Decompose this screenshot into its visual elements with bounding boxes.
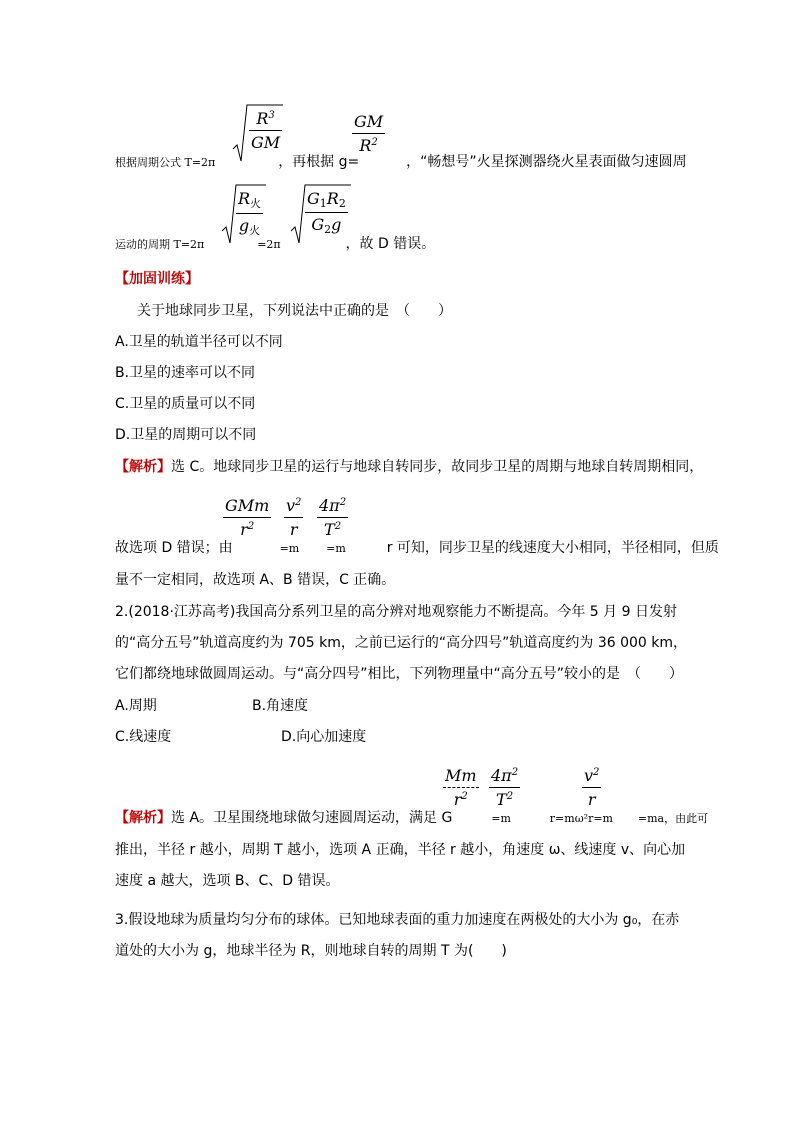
numerator: Mm: [445, 766, 477, 785]
denominator: r: [587, 790, 596, 809]
fraction-4pi2-t2: [317, 496, 348, 539]
q3-line2: 道处的大小为 g，地球半径为 R，则地球自转的周期 T 为( ): [115, 943, 507, 959]
sub-2: 2: [338, 197, 346, 210]
text-period: 运动的周期 T=2π: [115, 238, 205, 251]
exp-2: 2: [247, 521, 255, 532]
q2-option-d: D.向心加速度: [281, 729, 367, 745]
exp-2: 2: [461, 791, 468, 802]
sub-huo: 火: [249, 224, 261, 237]
text-equals-2pi: =2π: [257, 238, 281, 251]
denominator: [305, 215, 348, 236]
q2-line3: 它们都绕地球做圆周运动。与“高分四号”相比，下列物理量中“高分五号”较小的是 （ ）: [115, 666, 684, 682]
exp-2: 2: [371, 137, 378, 148]
exp-2: 2: [295, 497, 302, 508]
var-r: R: [256, 109, 269, 128]
training-option-c: C.卫星的质量可以不同: [115, 396, 256, 412]
text-according-to: ，再根据 g=: [278, 154, 360, 170]
text-d-wrong: ，故 D 错误。: [345, 236, 436, 252]
text-line-2: [115, 235, 435, 254]
training-option-a: A.卫星的轨道半径可以不同: [115, 334, 283, 350]
q2-analysis-line2: 推出，半径 r 越小，周期 T 越小，选项 A 正确，半径 r 越小，角速度 ω、线速度 v、向心加: [115, 842, 686, 858]
var-r: R: [238, 189, 251, 208]
sub-huo: 火: [250, 197, 262, 210]
q2-option-a: A.周期: [115, 698, 157, 714]
numerator: [582, 766, 601, 785]
numerator: [284, 496, 303, 515]
exp-2: 2: [511, 767, 519, 778]
training-option-b: B.卫星的速率可以不同: [115, 365, 256, 381]
q3-line1: 3.假设地球为质量均匀分布的球体。已知地球表面的重力加速度在两极处的大小为 g₀，在赤: [115, 912, 680, 928]
analysis-text: 选 A。卫星围绕地球做匀速圆周运动，满足 G: [171, 810, 453, 826]
fraction-gmm-r2: [223, 496, 271, 539]
training-option-d: D.卫星的周期可以不同: [115, 427, 257, 443]
q2-line2: 的“高分五号”轨道高度约为 705 km，之前已运行的“高分四号”轨道高度约为 36 000 km，: [115, 635, 688, 651]
denominator: [443, 790, 479, 809]
exp-2: 2: [506, 791, 514, 802]
text-eq-momega: r=mω²r=m: [549, 812, 613, 825]
sub-1: 1: [319, 197, 327, 210]
numerator: [489, 766, 520, 785]
var-t: T: [496, 790, 507, 809]
text-eq-m: =m: [491, 812, 511, 825]
q2-analysis-line3: 速度 a 越大，选项 B、C、D 错误。: [115, 873, 340, 889]
text-period-formula: 根据周期公式 T=2π: [115, 156, 216, 169]
exp-2: 2: [593, 767, 600, 778]
numerator: [236, 189, 263, 211]
var-g: G: [311, 215, 325, 234]
numerator: [249, 109, 282, 128]
fraction-r3-gm: [249, 109, 282, 152]
var-r: R: [359, 136, 372, 155]
analysis-tag: 【解析】: [115, 459, 171, 475]
fraction-mm-r2: [443, 766, 479, 809]
numerator: GMm: [225, 496, 270, 515]
text-eq-m: =m: [279, 542, 300, 555]
exp-2: 2: [339, 497, 347, 508]
var-g: G: [307, 189, 320, 208]
training-analysis-line1: [115, 458, 703, 476]
text-eq-m: =m: [326, 542, 346, 555]
fraction-rhuo-ghuo: [236, 189, 263, 238]
fraction-v2-r: [284, 496, 303, 539]
numerator: [317, 496, 348, 515]
exp-2: 2: [334, 521, 342, 532]
denominator: r: [289, 520, 298, 539]
text-probe: ，“畅想号”火星探测器绕火星表面做匀速圆周: [406, 154, 687, 170]
var-r: r: [453, 790, 462, 809]
numerator: GM: [354, 112, 384, 131]
training-analysis-line2: [115, 539, 719, 558]
numerator: [305, 189, 348, 210]
var-4pi: 4π: [319, 496, 340, 515]
q2-option-b: B.角速度: [252, 698, 309, 714]
q2-analysis-line1: [115, 809, 708, 828]
training-question: 关于地球同步卫星，下列说法中正确的是 （ ）: [137, 303, 452, 319]
fraction-gm-r2: [352, 112, 385, 155]
var-v: v: [584, 766, 594, 785]
denominator: GM: [251, 133, 281, 152]
analysis-tag: 【解析】: [115, 810, 171, 826]
var-g-small: g: [331, 215, 342, 234]
q2-line1: 2.(2018·江苏高考)我国高分系列卫星的高分辨对地观察能力不断提高。今年 5 月 9 日发射: [115, 604, 677, 620]
denominator: [489, 790, 520, 809]
var-v: v: [286, 496, 296, 515]
analysis-text: 选 C。地球同步卫星的运行与地球自转同步，故同步卫星的周期与地球自转周期相同，: [171, 459, 704, 475]
denominator: [223, 520, 271, 539]
fraction-4pi2-t2: [489, 766, 520, 809]
text-d-wrong-by: 故选项 D 错误；由: [115, 540, 233, 556]
training-analysis-line3: 量不一定相同，故选项 A、B 错误，C 正确。: [115, 572, 396, 588]
var-r: R: [326, 189, 339, 208]
sub-2: 2: [324, 223, 332, 236]
exp-3: 3: [268, 110, 275, 121]
fraction-g1r2-g2g: [305, 189, 348, 236]
text-eq-ma: =ma，由此可: [637, 812, 709, 825]
text-line-1: [115, 153, 687, 172]
var-4pi: 4π: [491, 766, 512, 785]
var-g: g: [238, 216, 250, 235]
var-r: r: [240, 520, 248, 539]
q2-option-c: C.线速度: [115, 729, 172, 745]
text-conclusion: r 可知，同步卫星的线速度大小相同，半径相同，但质: [386, 540, 719, 556]
var-t: T: [324, 520, 335, 539]
fraction-v2-r: [582, 766, 601, 809]
denominator: [317, 520, 348, 539]
training-tag: 【加固训练】: [115, 271, 199, 287]
